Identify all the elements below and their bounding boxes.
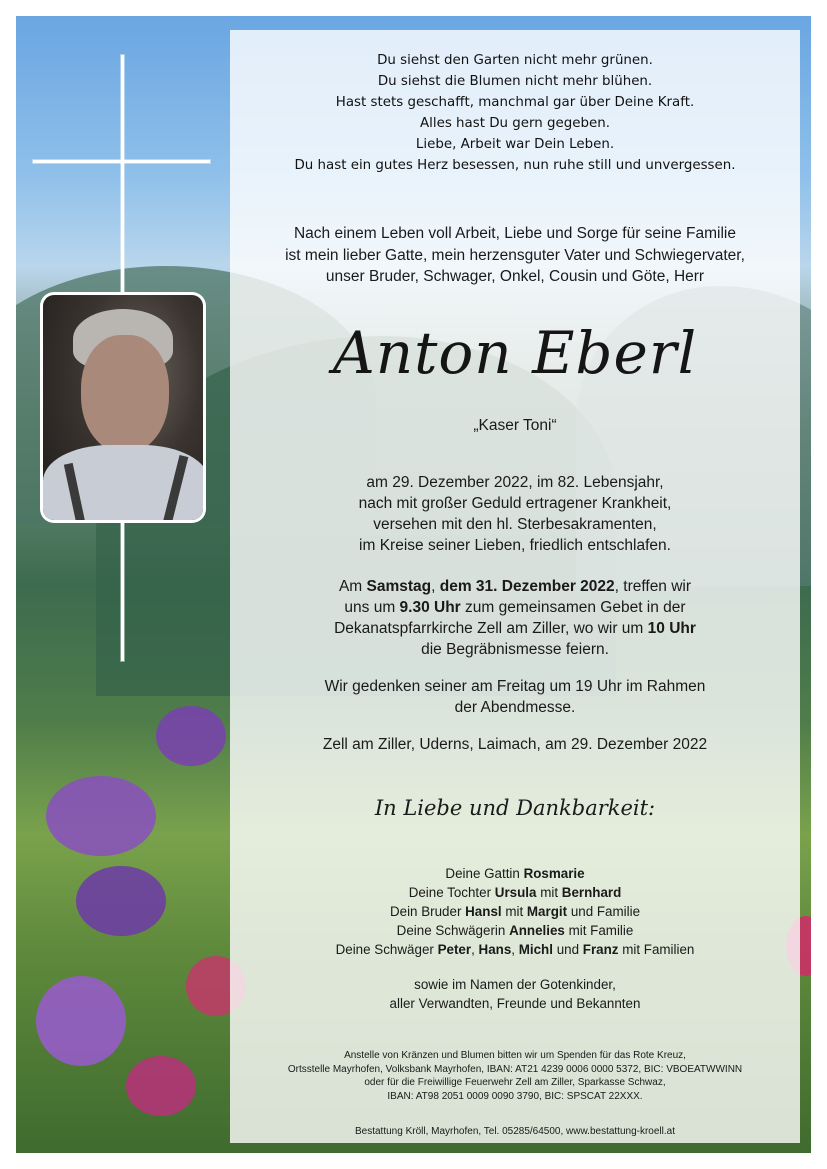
text: Dekanatspfarrkirche Zell am Ziller, wo wir um xyxy=(334,620,648,637)
flower-cluster xyxy=(36,976,126,1066)
service-day: Samstag xyxy=(366,578,432,595)
death-line: nach mit großer Geduld ertragener Krankheit, xyxy=(358,495,672,512)
death-line: versehen mit den hl. Sterbesakramenten, xyxy=(373,516,657,533)
poem-line: Liebe, Arbeit war Dein Leben. xyxy=(415,137,615,152)
text: Deine Tochter xyxy=(408,885,495,900)
text: uns um xyxy=(344,599,400,616)
family-name: Franz xyxy=(582,942,619,957)
flower-cluster xyxy=(46,776,156,856)
family-row xyxy=(230,883,800,902)
mass-line: Wir gedenken seiner am Freitag um 19 Uhr im Rahmen xyxy=(324,678,706,695)
text: , xyxy=(471,942,479,957)
funeral-home-footer: Bestattung Kröll, Mayrhofen, Tel. 05285/64500, www.bestattung-kroell.at xyxy=(354,1126,675,1137)
text: , xyxy=(511,942,519,957)
service-line: die Begräbnismesse feiern. xyxy=(421,641,609,658)
service-line xyxy=(230,576,800,597)
text: Deine Gattin xyxy=(445,866,524,881)
intro-line: unser Bruder, Schwager, Onkel, Cousin und Göte, Herr xyxy=(325,268,705,285)
poem-line: Du siehst die Blumen nicht mehr blühen. xyxy=(377,74,653,89)
text: , xyxy=(431,578,440,595)
others-note xyxy=(230,975,800,1013)
family-name: Michl xyxy=(518,942,553,957)
family-name: Annelies xyxy=(509,923,565,938)
others-line: aller Verwandten, Freunde und Bekannten xyxy=(389,996,641,1011)
portrait-face xyxy=(81,335,169,453)
family-name: Peter xyxy=(437,942,472,957)
portrait-image xyxy=(43,295,203,520)
family-row xyxy=(230,921,800,940)
text: Am xyxy=(338,578,367,595)
text: und Familie xyxy=(567,904,641,919)
prayer-time: 9.30 Uhr xyxy=(399,599,461,616)
family-row xyxy=(230,902,800,921)
text: und xyxy=(552,942,583,957)
text: zum gemeinsamen Gebet in der xyxy=(460,599,686,616)
text: , treffen wir xyxy=(614,578,692,595)
text: mit Familien xyxy=(618,942,695,957)
service-date: dem 31. Dezember 2022 xyxy=(439,578,615,595)
donation-note xyxy=(230,1049,800,1103)
donation-line: oder für die Freiwillige Feuerwehr Zell am Ziller, Sparkasse Schwaz, xyxy=(364,1077,666,1088)
intro-text xyxy=(230,223,800,288)
flower-cluster xyxy=(156,706,226,766)
intro-line: Nach einem Leben voll Arbeit, Liebe und Sorge für seine Familie xyxy=(293,225,736,242)
portrait-photo xyxy=(40,292,206,523)
text: Dein Bruder xyxy=(389,904,466,919)
death-line: am 29. Dezember 2022, im 82. Lebensjahr, xyxy=(366,474,664,491)
cross-horizontal-bar xyxy=(33,160,210,163)
evening-mass-info xyxy=(230,676,800,718)
donation-line: Ortsstelle Mayrhofen, Volksbank Mayrhofen, IBAN: AT21 4239 0006 0000 5372, BIC: VBOEATWWINN xyxy=(287,1063,743,1075)
text: mit xyxy=(536,885,562,900)
donation-line: Anstelle von Kränzen und Blumen bitten wir um Spenden für das Rote Kreuz, xyxy=(344,1050,686,1061)
poem-line: Alles hast Du gern gegeben. xyxy=(419,116,610,131)
family-name: Ursula xyxy=(494,885,537,900)
family-row xyxy=(230,940,800,959)
poem-line: Hast stets geschafft, manchmal gar über Deine Kraft. xyxy=(335,95,695,110)
service-line xyxy=(230,597,800,618)
deceased-name: Anton Eberl xyxy=(332,319,698,387)
others-line: sowie im Namen der Gotenkinder, xyxy=(414,977,616,992)
text: mit xyxy=(501,904,527,919)
family-name: Margit xyxy=(526,904,568,919)
intro-line: ist mein lieber Gatte, mein herzensguter Vater und Schwiegervater, xyxy=(285,246,745,264)
family-list xyxy=(230,864,800,959)
death-line: im Kreise seiner Lieben, friedlich entschlafen. xyxy=(359,537,671,554)
flower-cluster xyxy=(126,1056,196,1116)
poem-line: Du siehst den Garten nicht mehr grünen. xyxy=(377,53,653,68)
service-line xyxy=(230,618,800,639)
poem-line: Du hast ein gutes Herz besessen, nun ruhe still und unvergessen. xyxy=(294,158,736,173)
flower-cluster xyxy=(76,866,166,936)
mass-time: 10 Uhr xyxy=(647,620,696,637)
text: Deine Schwägerin xyxy=(396,923,510,938)
place-date: Zell am Ziller, Uderns, Laimach, am 29. Dezember 2022 xyxy=(322,736,708,753)
family-name: Hansl xyxy=(465,904,502,919)
family-row xyxy=(230,864,800,883)
text: Deine Schwäger xyxy=(335,942,438,957)
love-heading: In Liebe und Dankbarkeit: xyxy=(374,796,656,820)
family-name: Rosmarie xyxy=(523,866,585,881)
text: mit Familie xyxy=(564,923,634,938)
family-name: Bernhard xyxy=(561,885,622,900)
mass-line: der Abendmesse. xyxy=(454,699,576,716)
death-notice xyxy=(230,472,800,556)
nickname: „Kaser Toni“ xyxy=(473,417,557,434)
donation-line: IBAN: AT98 2051 0009 0090 3790, BIC: SPSCAT 22XXX. xyxy=(387,1090,643,1102)
poem xyxy=(230,50,800,176)
family-name: Hans xyxy=(478,942,512,957)
funeral-service-info xyxy=(230,576,800,660)
